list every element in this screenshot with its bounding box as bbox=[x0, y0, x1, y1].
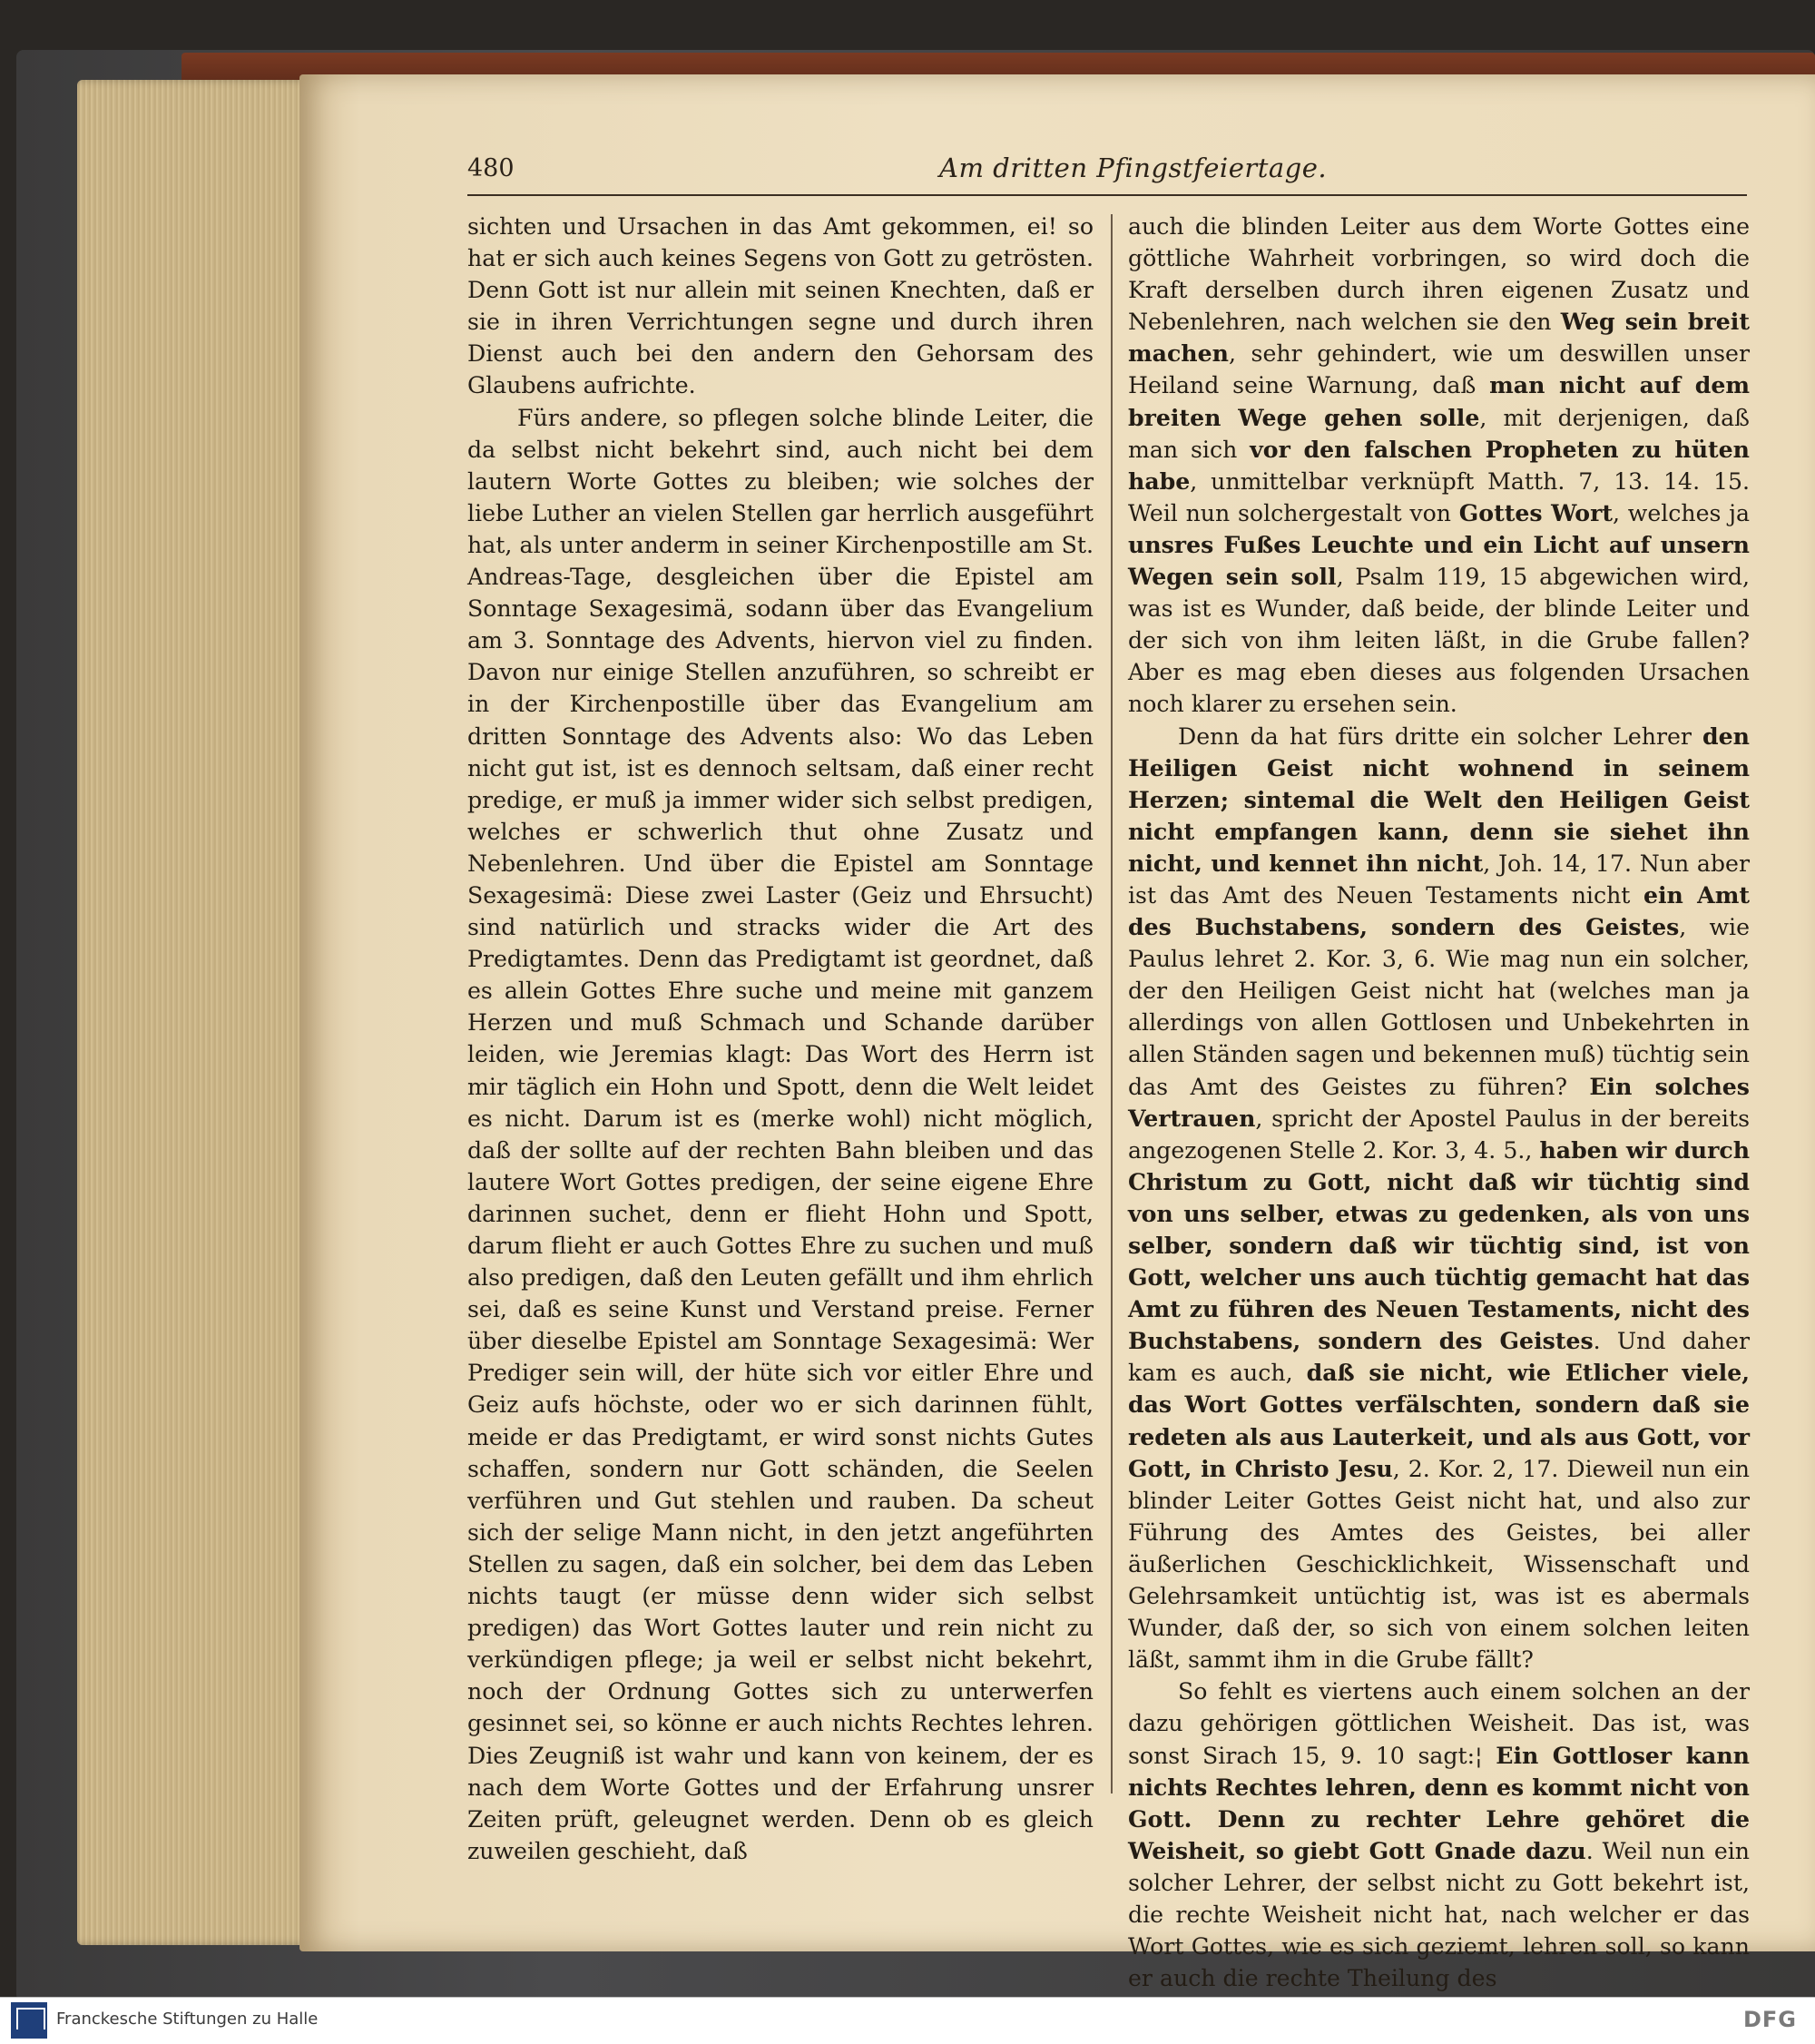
text-run: , welches ja bbox=[1613, 499, 1751, 526]
emphasis: unsres Fußes Leuchte und ein Licht auf unsern Wegen sein soll bbox=[1128, 530, 1750, 591]
text-run: Denn da hat fürs dritte ein solcher Lehrer bbox=[1178, 722, 1703, 750]
page-edges bbox=[77, 80, 322, 1945]
dfg-logo: DFG bbox=[1742, 2007, 1797, 2032]
emphasis: man nicht auf dem breiten Wege gehen solle bbox=[1128, 371, 1750, 431]
emphasis: vor den falschen Propheten zu hüten habe bbox=[1128, 435, 1750, 495]
paragraph: sichten und Ursachen in das Amt gekommen, ei! so hat er sich auch keines Segens von Gott zu getrösten. Denn Gott ist nur allein mit seinen Knechten, daß er sie in ihren Verrichtungen segne und durch ihren Dienst auch bei den andern den Gehorsam des Glaubens aufrichte. bbox=[467, 213, 1094, 399]
text-run: auch die blinden Leiter aus dem Worte Gottes eine göttliche Wahrheit vorbringen, so wird doch die Kraft derselben durch ihren eigenen Zusatz und Nebenlehren, nach welchen sie den bbox=[1128, 213, 1750, 336]
institution-label: Franckesche Stiftungen zu Halle bbox=[56, 2010, 319, 2029]
text-run: , Psalm 119, 15 abgewichen wird, was ist es Wunder, daß beide, der blinde Leiter und der sich von ihm leiten läßt, in die Grube fallen? Aber es mag eben dieses aus folgenden Ursachen noch klarer zu ersehen sein. bbox=[1128, 564, 1750, 718]
emphasis: ein Amt des Buchstabens, sondern des Geistes bbox=[1128, 880, 1750, 941]
institution-logo-icon bbox=[11, 2002, 47, 2039]
text-run: , mit derjenigen, daß man sich bbox=[1128, 404, 1751, 463]
text-run: So fehlt es viertens auch einem solchen an der dazu gehörigen göttlichen Weisheit. Das ist, was sonst Sirach 15, 9. 10 sagt:¦ bbox=[1128, 1678, 1750, 1769]
text-run: , unmittelbar verknüpft Matth. 7, 13. 14. 15. Weil nun solchergestalt von bbox=[1128, 467, 1750, 526]
text-run: , sehr gehindert, wie um deswillen unser Heiland seine Warnung, daß bbox=[1128, 340, 1750, 399]
emphasis: den Heiligen Geist nicht wohnend in seinem Herzen; sintemal die Welt den Heiligen Geist nicht empfangen kann, denn sie siehet ihn nicht, und kennet ihn nicht bbox=[1128, 722, 1750, 877]
text-run: , spricht der Apostel Paulus in der bereits angezogenen Stelle 2. Kor. 3, 4. 5., bbox=[1128, 1105, 1750, 1164]
text-run: , Joh. 14, 17. Nun aber ist das Amt des Neuen Testaments nicht bbox=[1128, 850, 1750, 909]
column-divider bbox=[1111, 214, 1113, 1793]
text-run: , 2. Kor. 2, 17. Dieweil nun ein blinder Leiter Gottes Geist nicht hat, und also zur Führung des Amtes des Geistes, bei aller äußerlichen Geschicklichkeit, Wissenschaft und Gelehrsamkeit untüchtig ist, was ist es abermals Wunder, daß der, so sich von einem solchen leiten läßt, sammt ihm in die Grube fällt? bbox=[1128, 1455, 1750, 1674]
right-column bbox=[1128, 211, 1750, 1994]
header-rule bbox=[467, 194, 1747, 196]
left-column bbox=[467, 211, 1094, 1867]
text-run: . Und daher kam es auch, bbox=[1128, 1328, 1750, 1387]
emphasis: Weg sein breit machen bbox=[1128, 308, 1750, 368]
emphasis: daß sie nicht, wie Etlicher viele, das Wort Gottes verfälschten, sondern daß sie redeten als aus Lauterkeit, und als aus Gott, vor Gott, in Christo Jesu bbox=[1128, 1359, 1750, 1482]
paragraph: Fürs andere, so pflegen solche blinde Leiter, die da selbst nicht bekehrt sind, auch nicht bei dem lautern Worte Gottes zu bleiben; wie solches der liebe Luther an vielen Stellen gar herrlich ausgeführt hat, als unter anderm in seiner Kirchenpostille am St. Andreas-Tage, desgleichen über die Epistel am Sonntage Sexagesimä, sodann über das Evangelium am 3. Sonntage des Advents, hiervon viel zu finden. Davon nur einige Stellen anzuführen, so schreibt er in der Kirchenpostille über das Evangelium am dritten Sonntage des Advents also: Wo das Leben nicht gut ist, ist es dennoch seltsam, daß einer recht predige, er muß ja immer wider sich selbst predigen, welches er schwerlich thut ohne Zusatz und Nebenlehren. Und über die Epistel am Sonntage Sexagesimä: Diese zwei Laster (Geiz und Ehrsucht) sind natürlich und stracks wider die Art des Predigtamtes. Denn das Predigtamt ist geordnet, daß es allein Gottes Ehre suche und meine mit ganzem Herzen und muß Schmach und Schande darüber leiden, wie Jeremias klagt: Das Wort des Herrn ist mir täglich ein Hohn und Spott, denn die Welt leidet es nicht. Darum ist es (merke wohl) nicht möglich, daß der sollte auf der rechten Bahn bleiben und das lautere Wort Gottes predigen, der seine eigene Ehre darinnen suchet, denn er flieht Hohn und Spott, darum flieht er auch Gottes Ehre zu suchen und muß also predigen, daß den Leuten gefällt und ihm ehrlich sei, daß es seine Kunst und Verstand preise. Ferner über dieselbe Epistel am Sonntage Sexagesimä: Wer Prediger sein will, der hüte sich vor eitler Ehre und Geiz aufs höchste, oder wo er sich darinnen fühlt, meide er das Predigtamt, er wird sonst nichts Gutes schaffen, sondern nur Gott schänden, die Seelen verführen und Gut stehlen und rauben. Da scheut sich der selige Mann nicht, in den jetzt angeführten Stellen zu sagen, daß ein solcher, bei dem das Leben nichts taugt (er müsse denn wider sich selbst predigen) das Wort Gottes lauter und rein nicht zu verkündigen pflege; ja weil er selbst nicht bekehrt, noch der Ordnung Gottes sich zu unterwerfen gesinnet sei, so könne er auch nichts Rechtes lehren. Dies Zeugniß ist wahr und kann von keinem, der es nach dem Worte Gottes und der Erfahrung unsrer Zeiten prüft, geleugnet werden. Denn ob es gleich zuweilen geschieht, daß bbox=[467, 404, 1094, 1864]
emphasis: Ein solches Vertrauen bbox=[1128, 1072, 1750, 1132]
paragraph bbox=[1128, 211, 1750, 721]
paragraph bbox=[1128, 721, 1750, 1676]
text-run: , wie Paulus lehret 2. Kor. 3, 6. Wie mag nun ein solcher, der den Heiligen Geist nicht hat (welches man ja allerdings von allen Gottlosen und Unbekehrten in allen Ständen sagen und bekennen muß) tüchtig sein das Amt des Geistes zu führen? bbox=[1128, 914, 1750, 1100]
running-head: Am dritten Pfingstfeiertage. bbox=[939, 152, 1328, 183]
page-number: 480 bbox=[467, 154, 515, 182]
emphasis: Gottes Wort bbox=[1458, 498, 1614, 526]
page-header bbox=[467, 154, 1747, 194]
emphasis: Ein Gottloser kann nichts Rechtes lehren, denn es kommt nicht von Gott. Denn zu rechter Lehre gehöret die Weisheit, so giebt Gott Gnade dazu bbox=[1128, 1741, 1750, 1864]
paragraph bbox=[1128, 1675, 1750, 1994]
text-run: . Weil nun ein solcher Lehrer, der selbst nicht zu Gott bekehrt ist, die rechte Weisheit nicht hat, nach welcher er das Wort Gottes, wie es sich geziemt, lehren soll, so kann er auch die rechte Theilung des bbox=[1128, 1837, 1750, 1992]
emphasis: haben wir durch Christum zu Gott, nicht daß wir tüchtig sind von uns selber, etwas zu gedenken, als von uns selber, sondern daß wir tüchtig sind, ist von Gott, welcher uns auch tüchtig gemacht hat das Amt zu führen des Neuen Testaments, nicht des Buchstabens, sondern des Geistes bbox=[1128, 1135, 1751, 1355]
